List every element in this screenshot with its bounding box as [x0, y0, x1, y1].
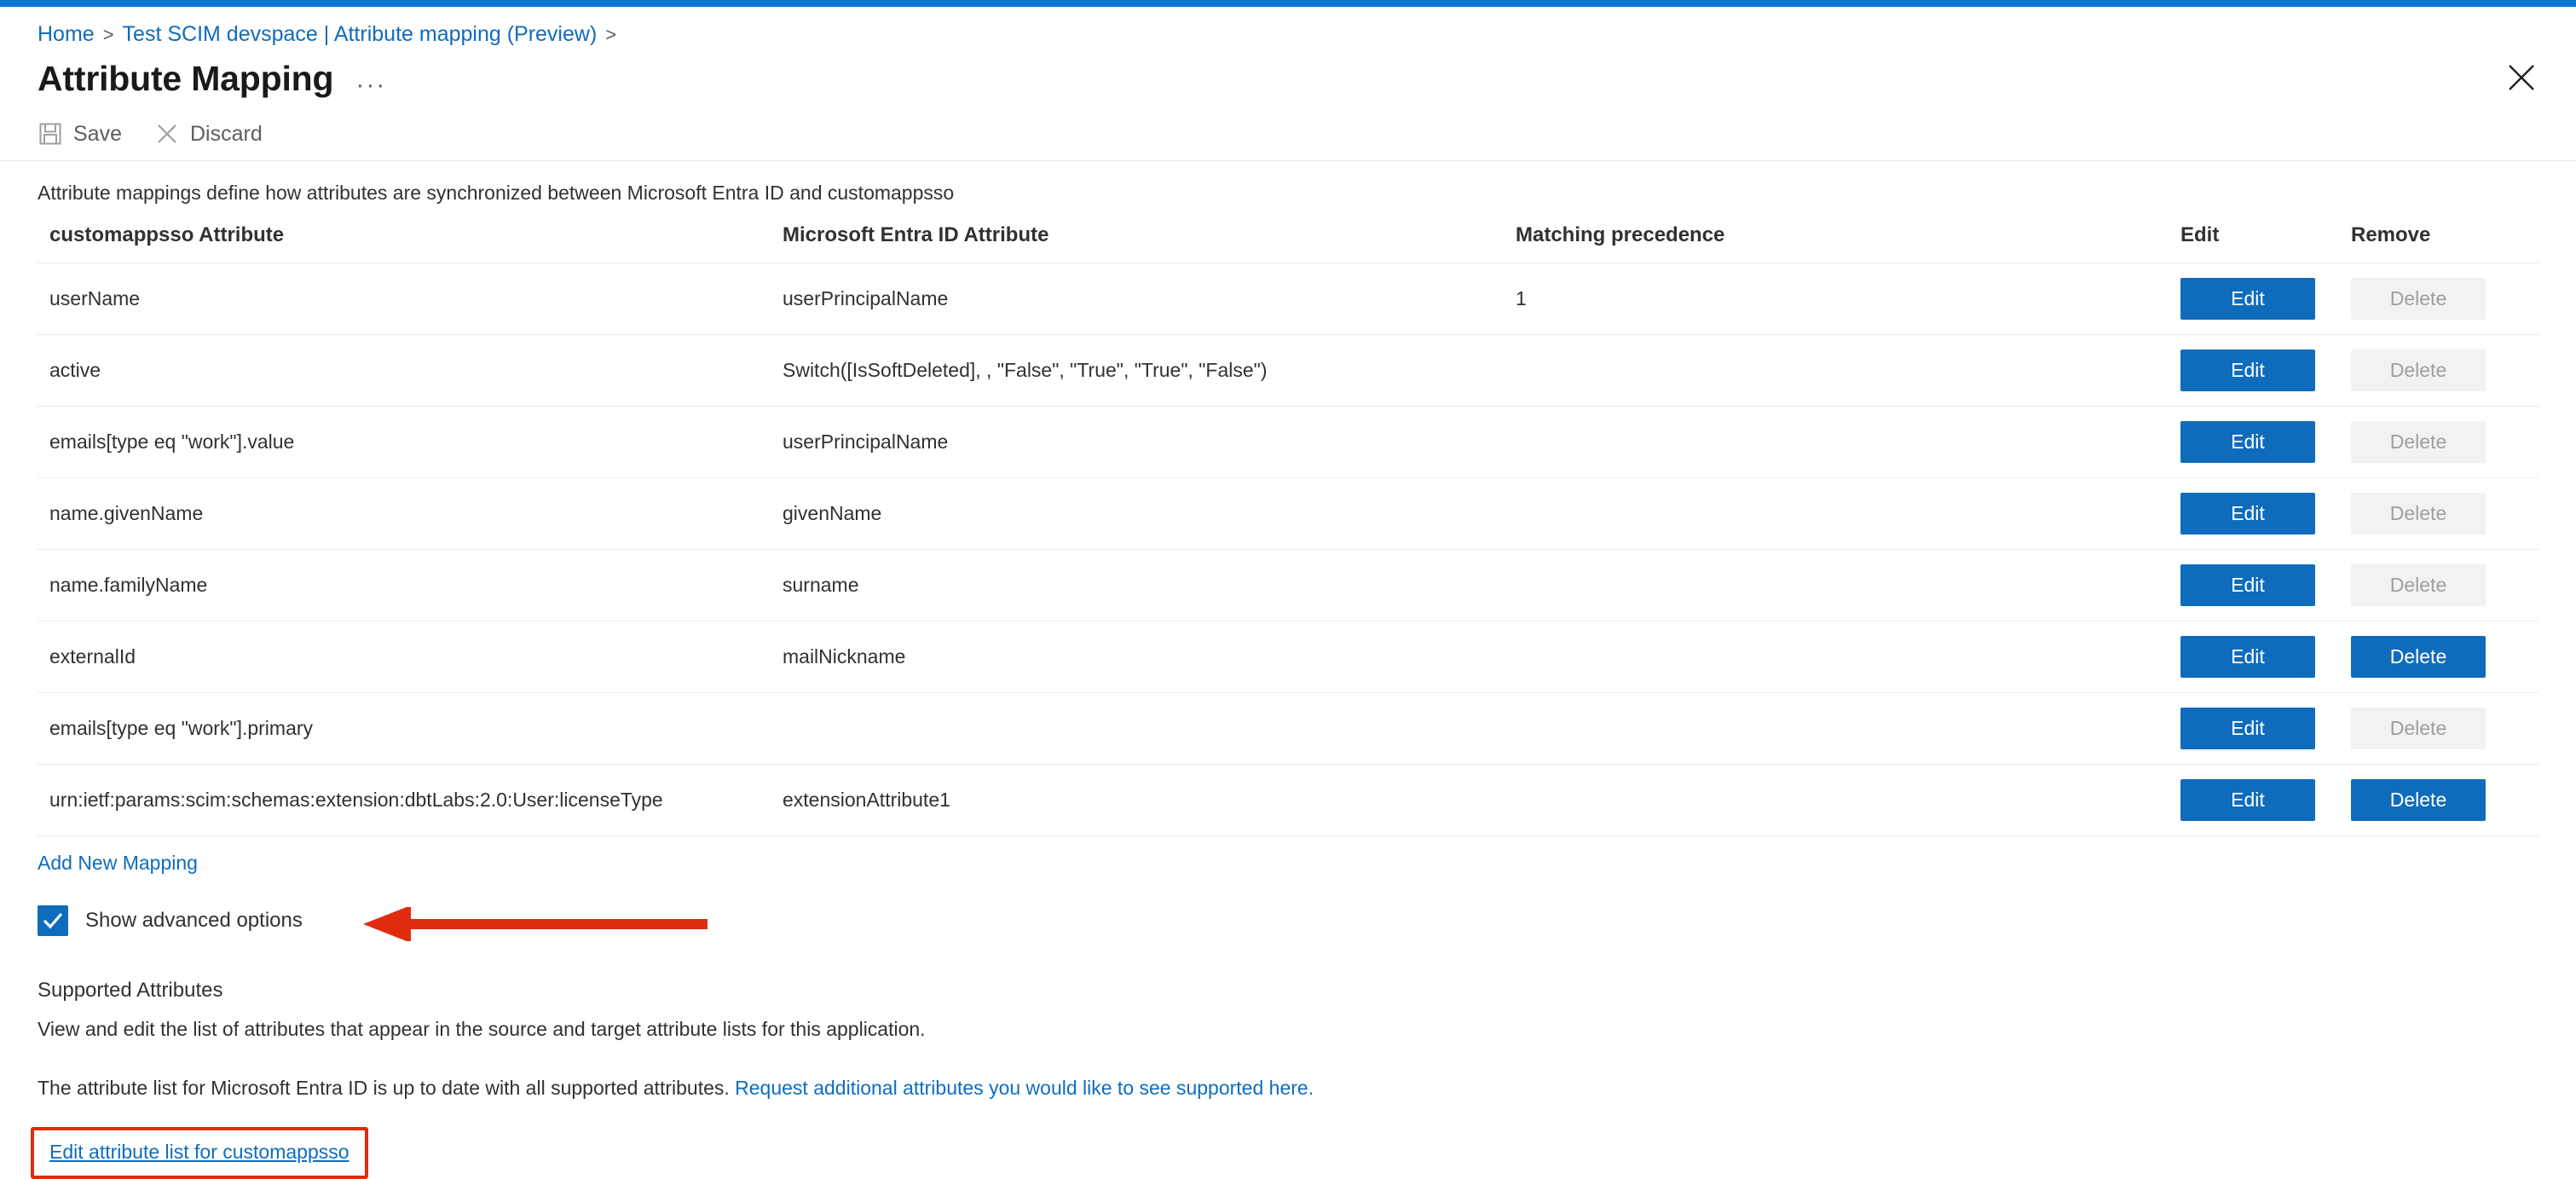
delete-button: Delete	[2351, 564, 2486, 606]
column-header-precedence: Matching precedence	[1516, 223, 2180, 263]
cell-edit	[2180, 765, 2351, 836]
discard-button[interactable]	[154, 121, 263, 147]
cell-edit	[2180, 263, 2351, 335]
table-row	[38, 693, 2538, 765]
column-header-source: customappsso Attribute	[38, 223, 783, 263]
edit-button[interactable]: Edit	[2180, 708, 2315, 749]
title-row	[0, 47, 2576, 99]
delete-button: Delete	[2351, 421, 2486, 463]
edit-attribute-list-highlight	[31, 1127, 368, 1179]
cell-edit	[2180, 335, 2351, 407]
cell-remove	[2351, 407, 2538, 478]
discard-label: Discard	[189, 121, 263, 146]
show-advanced-options-row	[38, 905, 2576, 936]
save-icon	[38, 121, 63, 147]
cell-target: extensionAttribute1	[783, 765, 1516, 836]
table-row	[38, 550, 2538, 621]
cell-target: mailNickname	[783, 621, 1516, 693]
window-accent-bar	[0, 0, 2576, 7]
cell-precedence	[1516, 693, 2180, 765]
edit-attribute-list-link[interactable]: Edit attribute list for customappsso	[49, 1141, 349, 1163]
delete-button: Delete	[2351, 350, 2486, 391]
breadcrumb-item-home[interactable]: Home	[38, 22, 95, 46]
attribute-mapping-table	[38, 223, 2538, 836]
delete-button: Delete	[2351, 708, 2486, 749]
show-advanced-options-checkbox[interactable]	[38, 905, 68, 936]
cell-edit	[2180, 478, 2351, 550]
column-header-remove: Remove	[2351, 223, 2538, 263]
cell-precedence	[1516, 765, 2180, 836]
mapping-description: Attribute mappings define how attributes are synchronized between Microsoft Entra ID and customappsso	[38, 182, 955, 204]
table-row	[38, 335, 2538, 407]
breadcrumb-separator: >	[605, 23, 617, 45]
cell-edit	[2180, 693, 2351, 765]
cell-target: surname	[783, 550, 1516, 621]
command-bar	[0, 99, 2576, 161]
show-advanced-options-label: Show advanced options	[85, 909, 303, 932]
cell-precedence	[1516, 478, 2180, 550]
edit-button[interactable]: Edit	[2180, 779, 2315, 821]
column-header-edit: Edit	[2180, 223, 2351, 263]
close-icon[interactable]	[2504, 61, 2538, 95]
cell-precedence	[1516, 335, 2180, 407]
delete-button: Delete	[2351, 278, 2486, 320]
page-title: Attribute Mapping	[38, 59, 334, 98]
breadcrumb-item-devspace[interactable]: Test SCIM devspace | Attribute mapping (Preview)	[122, 22, 598, 46]
edit-button[interactable]: Edit	[2180, 350, 2315, 391]
edit-button[interactable]: Edit	[2180, 421, 2315, 463]
table-row	[38, 263, 2538, 335]
cell-target: userPrincipalName	[783, 263, 1516, 335]
discard-icon	[154, 121, 180, 147]
delete-button: Delete	[2351, 493, 2486, 535]
edit-button[interactable]: Edit	[2180, 564, 2315, 606]
column-header-target: Microsoft Entra ID Attribute	[783, 223, 1516, 263]
delete-button[interactable]: Delete	[2351, 779, 2486, 821]
more-options-button[interactable]: ···	[355, 70, 387, 99]
cell-precedence	[1516, 407, 2180, 478]
cell-edit	[2180, 621, 2351, 693]
save-label: Save	[73, 121, 122, 146]
edit-button[interactable]: Edit	[2180, 636, 2315, 678]
cell-remove	[2351, 765, 2538, 836]
breadcrumb	[0, 7, 2576, 47]
table-row	[38, 765, 2538, 836]
supported-attributes-heading: Supported Attributes	[38, 979, 223, 1002]
annotation-arrow	[358, 907, 708, 945]
request-attributes-link[interactable]: Request additional attributes you would like to see supported here.	[735, 1077, 1314, 1099]
cell-source: name.familyName	[38, 550, 783, 621]
table-row	[38, 407, 2538, 478]
attribute-mapping-page	[0, 7, 2576, 1179]
table-row	[38, 478, 2538, 550]
cell-target: userPrincipalName	[783, 407, 1516, 478]
cell-edit	[2180, 550, 2351, 621]
cell-precedence: 1	[1516, 263, 2180, 335]
cell-source: userName	[38, 263, 783, 335]
supported-attributes-subtext: View and edit the list of attributes that appear in the source and target attribute lists for this application.	[38, 1018, 926, 1040]
breadcrumb-separator: >	[102, 23, 114, 45]
cell-remove	[2351, 693, 2538, 765]
cell-source: active	[38, 335, 783, 407]
cell-remove	[2351, 478, 2538, 550]
cell-source: urn:ietf:params:scim:schemas:extension:dbtLabs:2.0:User:licenseType	[38, 765, 783, 836]
cell-edit	[2180, 407, 2351, 478]
supported-attributes-note-text: The attribute list for Microsoft Entra ID is up to date with all supported attributes.	[38, 1077, 730, 1099]
cell-remove	[2351, 621, 2538, 693]
cell-target: givenName	[783, 478, 1516, 550]
cell-source: emails[type eq "work"].value	[38, 407, 783, 478]
cell-precedence	[1516, 550, 2180, 621]
edit-button[interactable]: Edit	[2180, 493, 2315, 535]
table-header-row	[38, 223, 2538, 263]
cell-precedence	[1516, 621, 2180, 693]
cell-source: emails[type eq "work"].primary	[38, 693, 783, 765]
cell-target	[783, 693, 1516, 765]
cell-remove	[2351, 335, 2538, 407]
supported-attributes-note	[38, 1077, 2576, 1100]
add-new-mapping-link[interactable]: Add New Mapping	[38, 852, 198, 874]
cell-remove	[2351, 550, 2538, 621]
cell-source: name.givenName	[38, 478, 783, 550]
save-button[interactable]	[38, 121, 122, 147]
table-row	[38, 621, 2538, 693]
edit-button[interactable]: Edit	[2180, 278, 2315, 320]
delete-button[interactable]: Delete	[2351, 636, 2486, 678]
cell-source: externalId	[38, 621, 783, 693]
cell-target: Switch([IsSoftDeleted], , "False", "True", "True", "False")	[783, 335, 1516, 407]
cell-remove	[2351, 263, 2538, 335]
